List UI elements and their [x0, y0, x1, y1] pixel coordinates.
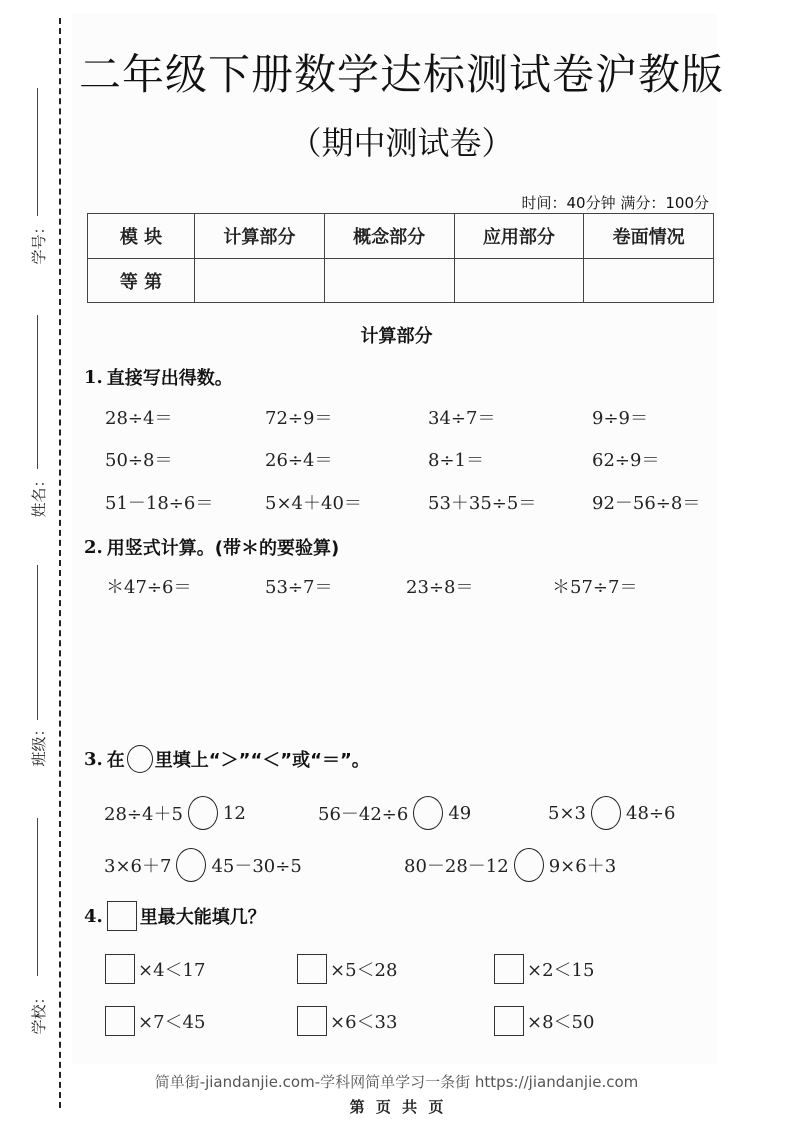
comparison-left: 3×6＋7	[104, 856, 172, 877]
answer-box[interactable]	[494, 1006, 524, 1036]
comparison-right: 48÷6	[626, 802, 676, 824]
expression: 8÷1＝	[428, 450, 484, 471]
question-1-row-1	[0, 404, 793, 434]
answer-box[interactable]	[297, 1006, 327, 1036]
comparison	[404, 848, 616, 882]
inequality	[105, 954, 205, 984]
question-3-text-after: 里填上“＞”“＜”或“＝”。	[154, 750, 370, 771]
question-2-title	[84, 534, 339, 560]
page-title: 二年级下册数学达标测试卷沪教版	[78, 50, 724, 99]
expression: 50÷8＝	[105, 450, 173, 471]
comparison-right: 9×6＋3	[548, 856, 617, 877]
question-1-number: 1.	[84, 366, 103, 388]
answer-circle[interactable]	[591, 796, 621, 830]
expression: 23÷8＝	[406, 577, 474, 598]
inequality-text: ×4＜17	[138, 960, 206, 981]
comparison-right: 12	[222, 802, 246, 824]
score-header-concept: 概念部分	[324, 214, 454, 259]
inequality-text: ×5＜28	[330, 960, 398, 981]
score-header-neatness: 卷面情况	[584, 214, 714, 259]
section-title: 计算部分	[360, 326, 433, 347]
question-3-row-1	[0, 796, 793, 826]
expression: 51－18÷6＝	[105, 493, 214, 514]
score-header-application: 应用部分	[454, 214, 584, 259]
comparison-left: 28÷4＋5	[104, 804, 183, 825]
question-4-row-1	[0, 954, 793, 984]
question-3-text-before: 在	[106, 750, 125, 771]
score-row-label: 等 第	[88, 259, 195, 303]
comparison	[548, 796, 675, 830]
score-header-calculation: 计算部分	[195, 214, 325, 259]
expression: ＊47÷6＝	[106, 577, 192, 598]
answer-box[interactable]	[494, 954, 524, 984]
score-cell-concept[interactable]	[324, 259, 454, 303]
expression: 26÷4＝	[265, 450, 333, 471]
school-line	[37, 818, 38, 976]
answer-box[interactable]	[297, 954, 327, 984]
exam-meta: 时间：40分钟 满分：100分	[521, 194, 709, 212]
question-1-row-2	[0, 446, 793, 476]
answer-circle[interactable]	[413, 796, 443, 830]
inequality	[105, 1006, 205, 1036]
student-id-label: 学号：	[29, 219, 48, 265]
comparison-right: 49	[448, 802, 472, 824]
inequality	[297, 1006, 397, 1036]
question-3-number: 3.	[84, 748, 103, 770]
question-4-number: 4.	[84, 905, 103, 927]
question-4-title	[84, 901, 266, 931]
score-header-module: 模 块	[88, 214, 195, 259]
comparison	[318, 796, 471, 830]
inequality-text: ×8＜50	[527, 1012, 595, 1033]
question-4-text: 里最大能填几？	[139, 907, 266, 928]
answer-box[interactable]	[105, 1006, 135, 1036]
school-label: 学校：	[29, 989, 48, 1035]
question-1-text: 直接写出得数。	[106, 368, 233, 389]
comparison-left: 5×3	[548, 802, 586, 824]
question-4-row-2	[0, 1006, 793, 1036]
score-cell-neatness[interactable]	[584, 259, 714, 303]
expression: 53÷7＝	[265, 577, 333, 598]
comparison-right: 45－30÷5	[211, 856, 302, 877]
footer-watermark-link[interactable]: 简单街-jiandanjie.com-学科网简单学习一条街 https://jiandanjie.com	[154, 1073, 639, 1091]
answer-circle[interactable]	[176, 848, 206, 882]
comparison	[104, 848, 302, 882]
page-subtitle: （期中测试卷）	[289, 124, 514, 162]
comparison-left: 80－28－12	[404, 856, 509, 877]
expression: 28÷4＝	[105, 408, 173, 429]
question-2-number: 2.	[84, 536, 103, 558]
inequality-text: ×6＜33	[330, 1012, 398, 1033]
expression: 9÷9＝	[592, 408, 648, 429]
inequality	[494, 954, 594, 984]
question-2-text: 用竖式计算。(带＊的要验算)	[106, 538, 340, 559]
inequality-text: ×7＜45	[138, 1012, 206, 1033]
score-table	[87, 213, 714, 303]
question-3-row-2	[0, 848, 793, 878]
expression: 53＋35÷5＝	[428, 493, 537, 514]
expression: ＊57÷7＝	[552, 577, 638, 598]
question-3-title	[84, 745, 370, 773]
expression: 72÷9＝	[265, 408, 333, 429]
expression: 62÷9＝	[592, 450, 660, 471]
comparison-left: 56－42÷6	[318, 804, 409, 825]
comparison	[104, 796, 246, 830]
binding-dashed-line	[59, 18, 61, 1108]
expression: 34÷7＝	[428, 408, 496, 429]
expression: 5×4＋40＝	[265, 493, 362, 514]
score-cell-application[interactable]	[454, 259, 584, 303]
expression: 92－56÷8＝	[592, 493, 701, 514]
class-label: 班级：	[29, 721, 48, 767]
inequality-text: ×2＜15	[527, 960, 595, 981]
answer-box-icon	[107, 901, 137, 931]
inequality	[297, 954, 397, 984]
footer-page-number: 第 页 共 页	[349, 1098, 444, 1116]
name-label: 姓名：	[29, 472, 48, 518]
answer-box[interactable]	[105, 954, 135, 984]
answer-circle[interactable]	[188, 796, 218, 830]
inequality	[494, 1006, 594, 1036]
question-1-title	[84, 364, 233, 390]
question-1-row-3	[0, 489, 793, 519]
score-table-grade-row	[88, 259, 714, 303]
answer-circle[interactable]	[514, 848, 544, 882]
answer-circle-icon	[127, 745, 153, 773]
score-cell-calculation[interactable]	[195, 259, 325, 303]
question-2-row	[0, 573, 793, 603]
score-table-header-row	[88, 214, 714, 259]
